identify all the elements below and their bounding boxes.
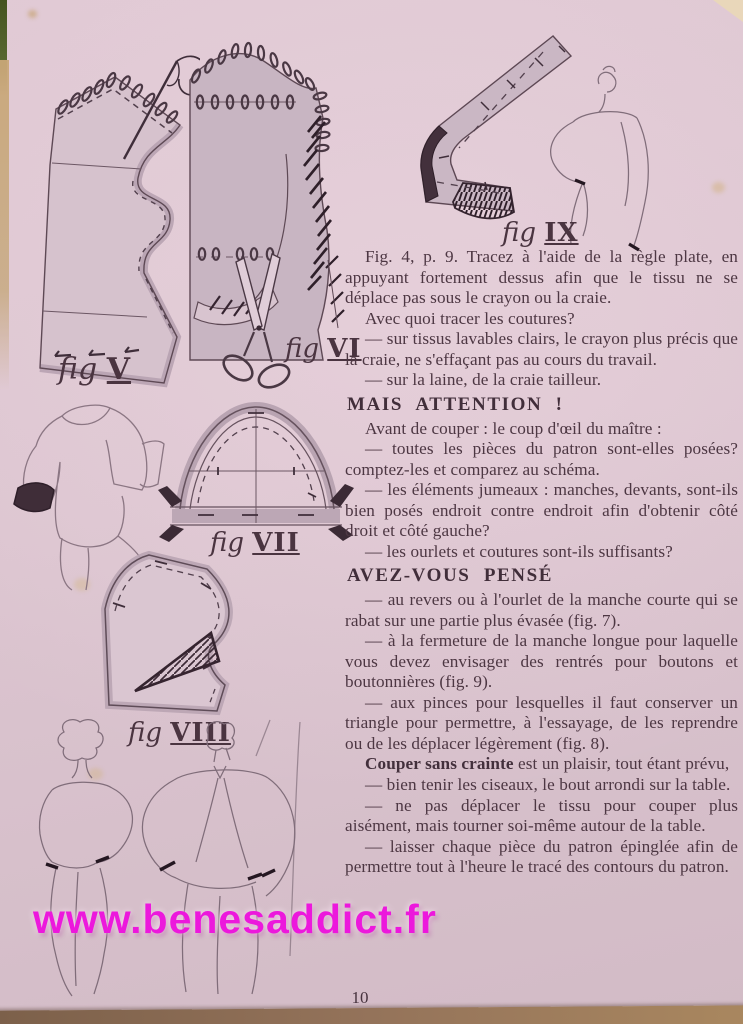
paragraph: — à la fermeture de la manche longue pour laquelle vous devez envisager des rentrés pour boutons et boutonnières (fig. 9). — [345, 631, 738, 692]
fig-label-prefix: fig — [285, 334, 328, 364]
paragraph: Avant de couper : le coup d'œil du maître : — [365, 418, 662, 438]
fig-label-numeral: VII — [252, 528, 300, 558]
page-edge-top-right — [713, 0, 743, 22]
page-edge-left — [0, 60, 9, 390]
paper-stain — [28, 10, 37, 18]
dark-cuff — [14, 483, 54, 512]
mannequin-sketches-svg — [12, 716, 312, 998]
fig-label-prefix: fig — [58, 352, 107, 387]
paragraph: — aux pinces pour lesquelles il faut conserver un triangle pour permettre, à l'essayage, de les reprendre ou de les déplacer légèrement (fig. 8). — [345, 692, 738, 753]
paragraph: — sur tissus lavables clairs, le crayon plus précis que la craie, ne s'effaçant pas au cours du travail. — [345, 329, 738, 369]
fig-ix-label — [502, 218, 579, 248]
paragraph: — laisser chaque pièce du patron épinglée afin de permettre tout à l'heure le tracé des contours du patron. — [345, 836, 738, 877]
mannequin-sketches — [12, 716, 312, 998]
paragraph-bold-lead — [345, 754, 738, 775]
hatched-end — [453, 183, 514, 218]
fig-label-numeral: VIII — [170, 718, 231, 748]
fig-v-illustration — [25, 45, 200, 395]
section-heading: MAIS ATTENTION ! — [347, 393, 564, 415]
page-number: 10 — [351, 988, 369, 1007]
fig-label-numeral: V — [106, 352, 132, 387]
fig-label-prefix: fig — [502, 218, 545, 248]
fig-vii-illustration — [158, 383, 354, 545]
fig-viii-illustration-svg — [83, 541, 258, 731]
section-heading: AVEZ-VOUS PENSÉ — [347, 565, 554, 587]
paragraph: — ne pas déplacer le tissu pour couper plus aisément, mais tourner soi-même autour de la table. — [345, 795, 738, 836]
fig-vii-illustration-svg — [158, 383, 354, 545]
paragraph: — au revers ou à l'ourlet de la manche courte qui se rabat sur une partie plus évasée (fig. 7). — [345, 590, 738, 630]
fig-viii-illustration — [83, 541, 258, 731]
article-text-column — [345, 247, 738, 878]
bold-lead-text: Couper sans crainte — [365, 754, 514, 774]
watermark: www.benesaddict.fr — [33, 896, 437, 942]
pattern-piece — [40, 77, 180, 383]
table-edge-bottom — [0, 1005, 743, 1024]
fig-label-numeral: VI — [327, 334, 362, 364]
dark-accent-marks — [575, 180, 639, 250]
fig-v-label — [58, 352, 131, 387]
paragraph: — les ourlets et coutures sont-ils suffisants? — [365, 541, 673, 561]
paragraph: — sur la laine, de la craie tailleur. — [365, 370, 602, 390]
fig-label-numeral: IX — [544, 218, 579, 248]
fig-label-prefix: fig — [210, 528, 253, 558]
paragraph: — les éléments jumeaux : manches, devants, sont-ils bien posés endroit contre endroit afin d'obtenir côté droit et côté gauche? — [345, 480, 738, 541]
paragraph: — toutes les pièces du patron sont-elles posées? comptez-les et comparez au schéma. — [345, 439, 738, 479]
paragraph-rest: est un plaisir, tout étant prévu, — [513, 754, 730, 774]
paragraph: Avec quoi tracer les coutures? — [365, 308, 575, 328]
fig-v-illustration-svg — [25, 45, 200, 395]
paragraph: — bien tenir les ciseaux, le bout arrondi sur la table. — [365, 774, 731, 794]
placket-strip — [421, 36, 571, 211]
paragraph: Fig. 4, p. 9. Tracez à l'aide de la règle plate, en appuyant fortement dessus afin que le tissu ne se déplace pas sous le crayon ou la craie. — [345, 247, 738, 308]
fig-label-prefix: fig — [128, 718, 171, 748]
